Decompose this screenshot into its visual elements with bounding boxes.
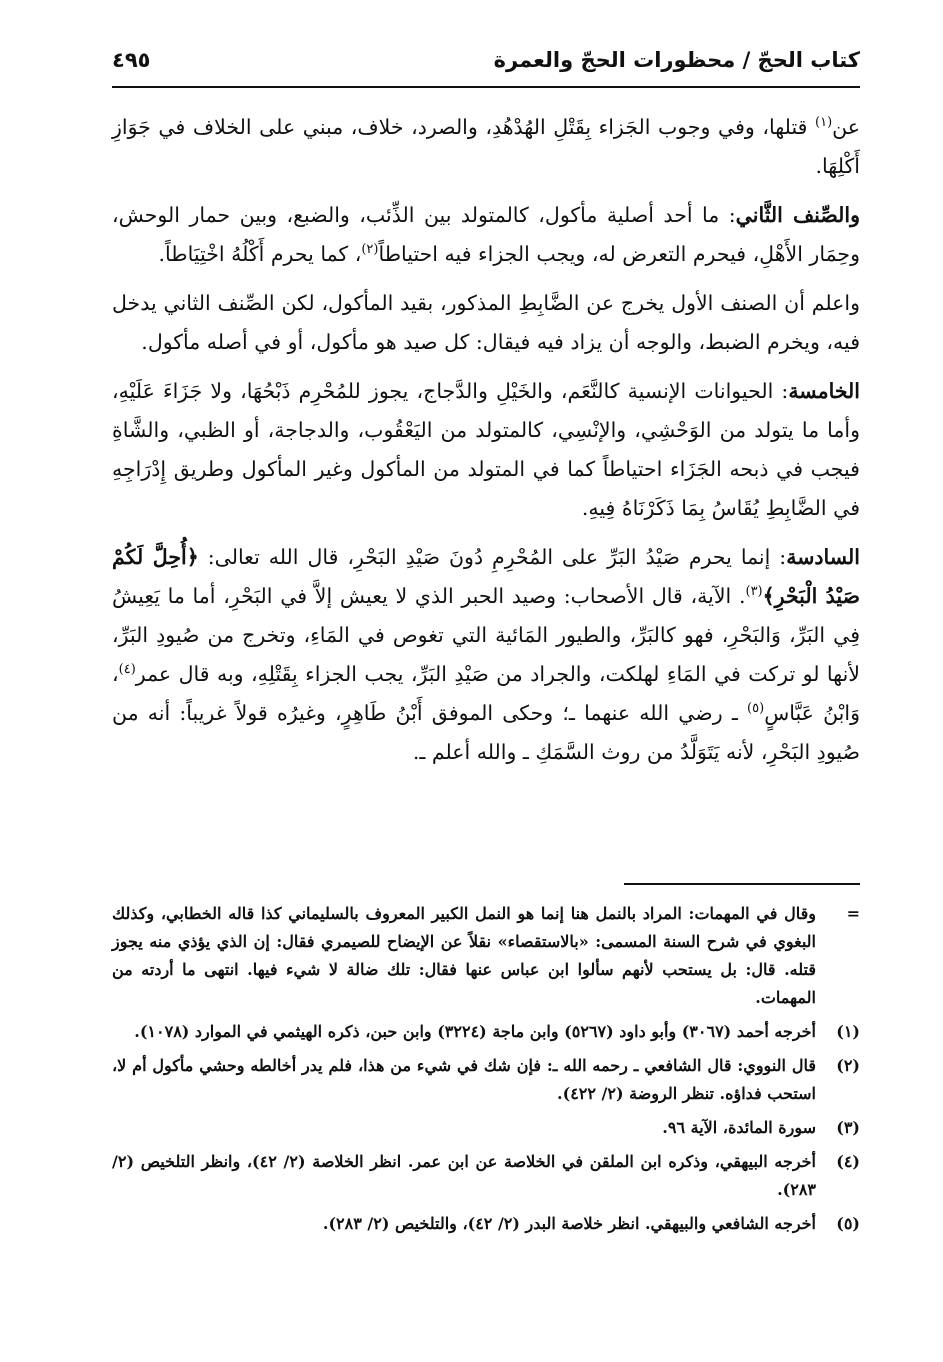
footnote-number: (٣) [836,1118,860,1137]
footnote-ref: (٥) [747,701,765,717]
paragraph-text: : ما أحد أصلية مأكول، كالمتولد بين الذِّئب، والضبع، وبين حمار الوحش، وحِمَار الأَهْلِ، فيحرم التعرض له، ويجب الجزاء فيه احتياطاً [112,203,860,266]
footnote-number: = [846,904,860,923]
paragraph-text: عن [832,115,860,139]
footnote-separator [624,883,860,885]
footnote-item [112,1148,860,1204]
quran-quote: ﴿أُحِلَّ لَكُمْ صَيْدُ الْبَحْرِ﴾ [112,545,860,608]
footnote-text: أخرجه أحمد (٣٠٦٧) وأبو داود (٥٢٦٧) وابن ماجة (٣٢٢٤) وابن حبن، ذكره الهيثمي في الموارد (١٠٧٨). [134,1022,816,1041]
main-text [112,108,860,772]
paragraph-4 [112,372,860,528]
footnote-item [112,1018,860,1046]
footnote-item [112,900,860,1012]
footnote-item [112,1114,860,1142]
paragraph-1 [112,108,860,186]
paragraph-text: : الحيوانات الإنسية كالنَّعَم، والخَيْلِ والدَّجاج، يجوز للمُحْرِم ذَبْحُهَا، ولا جَزَاءَ عَلَيْهِ، وأما ما يتولد من الوَحْشِي، والإنْسِي، كالمتولد من اليَعْقُوب، والدجاجة، أو الظبي، والشَّاةِ فيجب في ذبحه الجَزَاء احتياطاً كما في المتولد من المأكول وغير المأكول وطريق إِدْرَاجِهِ في الضَّابِطِ يُقَاسُ بِمَا ذَكَرْنَاهُ فِيهِ. [112,379,860,520]
paragraph-text: ، كما يحرم أَكْلُهُ اخْتِيَاطاً. [158,242,362,266]
section-heading: والصِّنف الثَّاني [735,203,860,227]
footnote-number: (٢) [836,1056,860,1075]
section-heading: السادسة [786,545,860,569]
footnote-text: أخرجه الشافعي والبيهقي. انظر خلاصة البدر (٢/ ٤٢)، والتلخيص (٢/ ٢٨٣). [322,1214,816,1233]
paragraph-text: : إنما يحرم صَيْدُ البَرِّ على المُحْرِمِ دُونَ صَيْدِ البَحْرِ، قال الله تعالى: [198,545,787,569]
paragraph-text: ، وَابْنُ عَبَّاسٍ [112,662,860,725]
footnote-ref: (١) [815,115,833,131]
footnote-number: (٥) [836,1214,860,1233]
footnote-text: سورة المائدة، الآية ٩٦. [662,1118,816,1137]
footnote-text: قال النووي: قال الشافعي ـ رحمه الله ـ: فإن شك في شيء من هذا، فلم يدر أخالطه وحشي مأكول أم لا، استحب فداؤه. تنظر الروضة (٢/ ٤٢٢). [112,1056,816,1103]
footnote-item [112,1210,860,1238]
footnote-ref: (٢) [361,242,379,258]
running-header [112,40,860,88]
footnote-item [112,1052,860,1108]
paragraph-5 [112,538,860,772]
paragraph-text: قتلها، وفي وجوب الجَزاء بِقَتْلِ الهُدْهُدِ، والصرد، خلاف، مبني على الخلاف في جَوَازِ أَكْلِهَا. [112,115,860,178]
book-page [112,40,860,1340]
footnotes [112,900,860,1244]
footnote-text: أخرجه البيهقي، وذكره ابن الملقن في الخلاصة عن ابن عمر. انظر الخلاصة (٢/ ٤٢)، وانظر التلخيص (٢/ ٢٨٣). [112,1152,816,1199]
footnote-ref: (٣) [745,584,763,600]
paragraph-text: ـ رضي الله عنهما ـ؛ وحكى الموفق أَبْنُ طَاهِرٍ، وغيرُه قولاً غريباً: أنه من صُيودِ البَحْرِ، لأنه يَتَوَلَّدُ من روث السَّمَكِ ـ والله أعلم ـ. [112,701,860,764]
footnote-text: وقال في المهمات: المراد بالنمل هنا إنما هو النمل الكبير المعروف بالسليماني كذا قاله الخطابي، وكذلك البغوي في شرح السنة المسمى: «بالاستقصاء» نقلاً عن الإيضاح للصيمري فقال: إن الذي يؤذي منه يجوز قتله. قال: بل يستحب لأنهم سألوا ابن عباس عنها فقال: تلك ضالة لا شيء فيها. انتهى ما أردته من المهمات. [112,904,817,1007]
footnote-number: (٤) [836,1152,860,1171]
header-title: كتاب الحجّ / محظورات الحجّ والعمرة [493,48,860,72]
page-number: ٤٩٥ [112,48,151,72]
paragraph-text: . الآية، قال الأصحاب: وصيد الحبر الذي لا يعيش إلاَّ في البَحْرِ، أما ما يَعِيشُ فِي البَرِّ، وَالبَحْرِ، فهو كالبَرِّ، والطيور المَائية التي تغوص في المَاءِ، وتخرج من صُيودِ البَرِّ، لأنها لو تركت في المَاءِ لهلكت، والجراد من صَيْدِ البَرِّ، يجب الجزاء بِقَتْلِهِ، وبه قال عمر [112,584,860,686]
footnote-number: (١) [836,1022,860,1041]
footnote-ref: (٤) [118,662,136,678]
paragraph-text: واعلم أن الصنف الأول يخرج عن الضَّابِطِ المذكور، بقيد المأكول، لكن الصِّنف الثاني يدخل فيه، ويخرم الضبط، والوجه أن يزاد فيه فيقال: كل صيد هو مأكول، أو في أصله مأكول. [112,291,860,354]
paragraph-3 [112,284,860,362]
section-heading: الخامسة [788,379,860,403]
paragraph-2 [112,196,860,274]
